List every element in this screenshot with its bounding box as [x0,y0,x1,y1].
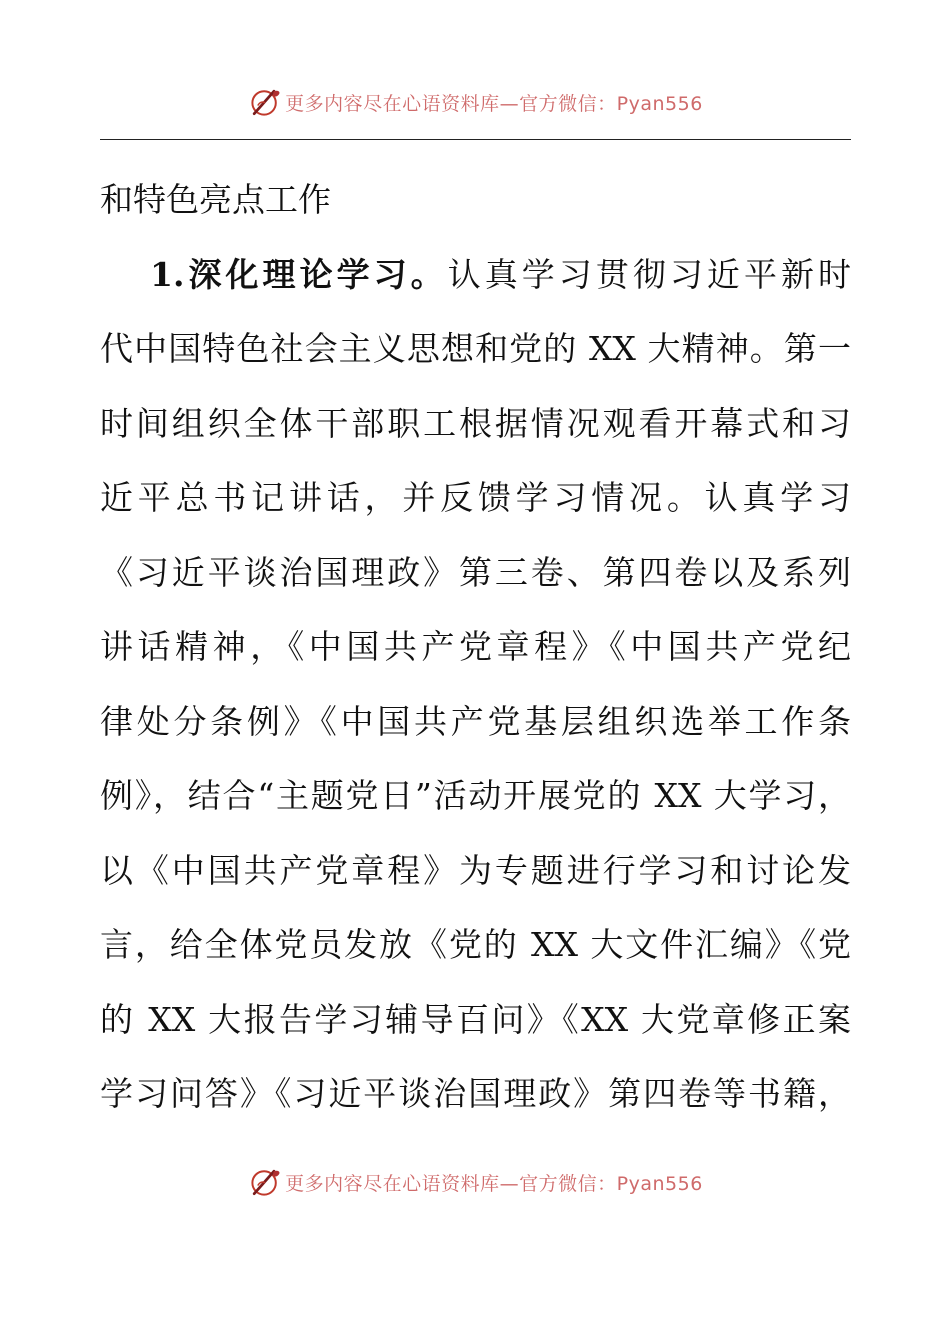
footer-banner [0,1162,950,1202]
body-line: 例》，结合“主题党日”活动开展党的 XX 大学习， [100,776,851,815]
body-line: 和特色亮点工作 [100,180,331,219]
quill-logo-icon [247,1164,283,1200]
footer-banner-text: 更多内容尽在心语资料库—官方微信：Pyan556 [285,1172,703,1195]
body-line: 讲话精神，《中国共产党章程》《中国共产党纪 [100,627,851,666]
body-line: 以《中国共产党章程》为专题进行学习和讨论发 [100,850,851,890]
body-line: 近平总书记讲话，并反馈学习情况。认真学习 [100,478,851,517]
body-line: 律处分条例》《中国共产党基层组织选举工作条 [100,701,851,741]
header-divider [100,139,851,140]
body-line [100,243,851,318]
body-line: 时间组织全体干部职工根据情况观看开幕式和习 [100,403,851,443]
document-body [100,168,851,1137]
body-line: 学习问答》《习近平谈治国理政》第四卷等书籍， [100,1074,851,1113]
body-line: 言，给全体党员发放《党的 XX 大文件汇编》《党 [100,925,851,964]
header-banner [0,82,950,122]
body-text: 认真学习贯彻习近平新时 [447,254,851,294]
body-line: 《习近平谈治国理政》第三卷、第四卷以及系列 [100,552,851,592]
body-line: 的 XX 大报告学习辅导百问》《XX 大党章修正案 [100,999,851,1039]
quill-logo-icon [247,84,283,120]
section-heading: 1.深化理论学习。 [150,254,448,294]
header-banner-text: 更多内容尽在心语资料库—官方微信：Pyan556 [285,92,703,115]
body-line: 代中国特色社会主义思想和党的 XX 大精神。第一 [100,329,851,368]
